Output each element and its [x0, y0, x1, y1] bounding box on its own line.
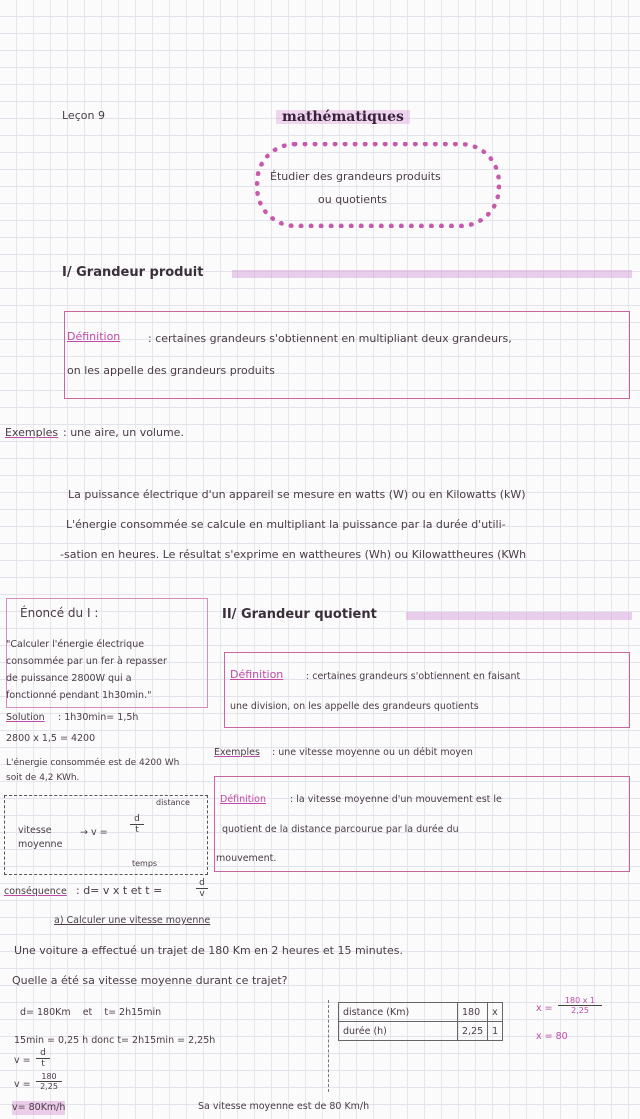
diagram-temps-label: temps — [132, 859, 158, 868]
diagram-left-line-1: vitesse — [18, 825, 52, 836]
definition-2-box — [224, 652, 630, 728]
v-result: v= 80Km/h — [12, 1102, 66, 1113]
exercise-divider — [328, 1000, 330, 1092]
exercise-line-2: Quelle a été sa vitesse moyenne durant ce trajet? — [12, 974, 288, 987]
v-eq-1: v = — [14, 1055, 31, 1066]
topic-line-1: Étudier des grandeurs produits — [270, 170, 441, 183]
consequence-num: d — [196, 878, 208, 889]
examples-2-text: : une vitesse moyenne ou un débit moyen — [272, 747, 473, 758]
exercise-line-1: Une voiture a effectué un trajet de 180 Km en 2 heures et 15 minutes. — [14, 944, 403, 957]
definition-3-line-3: mouvement. — [216, 853, 277, 864]
examples-1-label: Exemples — [5, 426, 59, 439]
diagram-num: d — [130, 814, 144, 825]
definition-3-line-2: quotient de la distance parcourue par la durée du — [222, 824, 459, 835]
table-cell: 1 — [488, 1022, 503, 1041]
v-frac2-num: 180 — [36, 1072, 62, 1082]
x-fraction — [558, 996, 602, 1015]
topic-line-2: ou quotients — [318, 193, 388, 206]
examples-1-text: : une aire, un volume. — [63, 426, 184, 439]
enonce-quote-4: fonctionné pendant 1h30min." — [6, 690, 152, 701]
table-row — [339, 1003, 503, 1022]
table-cell: distance (Km) — [339, 1003, 458, 1022]
diagram-fraction — [130, 814, 144, 835]
enonce-quote-1: "Calculer l'énergie électrique — [6, 639, 145, 650]
definition-1-line-1: : certaines grandeurs s'obtiennent en multipliant deux grandeurs, — [148, 332, 512, 345]
section-1-heading: I/ Grandeur produit — [62, 265, 204, 280]
subject-title: mathématiques — [276, 110, 410, 124]
v-fraction-2 — [36, 1072, 62, 1091]
table-cell: durée (h) — [339, 1022, 458, 1041]
enonce-quote-3: de puissance 2800W qui a — [6, 673, 132, 684]
x-eq: x = — [536, 1003, 553, 1014]
x-frac-num: 180 x 1 — [558, 996, 602, 1006]
solution-calc: 2800 x 1,5 = 4200 — [6, 733, 96, 744]
v-frac2-den: 2,25 — [40, 1082, 58, 1091]
exercise-conclusion: Sa vitesse moyenne est de 80 Km/h — [198, 1101, 370, 1112]
definition-2-label: Définition — [230, 668, 284, 681]
definition-2-line-1: : certaines grandeurs s'obtiennent en faisant — [306, 671, 521, 682]
paragraph-line-2: L'énergie consommée se calcule en multipliant la puissance par la durée d'utili- — [66, 518, 506, 531]
definition-1-line-2: on les appelle des grandeurs produits — [67, 364, 275, 377]
enonce-quote-2: consommée par un fer à repasser — [6, 656, 167, 667]
definition-2-line-2: une division, on les appelle des grandeurs quotients — [230, 701, 479, 712]
lesson-label: Leçon 9 — [62, 109, 105, 122]
paragraph-line-1: La puissance électrique d'un appareil se mesure en watts (W) ou en Kilowatts (kW) — [68, 488, 526, 501]
exercise-conversion: 15min = 0,25 h donc t= 2h15min = 2,25h — [14, 1035, 216, 1046]
table-cell: 2,25 — [458, 1022, 488, 1041]
consequence-label: conséquence — [4, 886, 67, 897]
section-2-heading: II/ Grandeur quotient — [222, 607, 377, 622]
enonce-label: Énoncé du I : — [20, 606, 99, 620]
definition-3-label: Définition — [220, 794, 267, 805]
table-cell: 180 — [458, 1003, 488, 1022]
diagram-left-line-2: moyenne — [18, 839, 63, 850]
v-frac1-den: t — [41, 1059, 45, 1069]
diagram-arrow: → v = — [80, 827, 108, 838]
v-eq-2: v = — [14, 1079, 31, 1090]
consequence-den: v — [199, 889, 205, 899]
result-line-2: soit de 4,2 KWh. — [6, 773, 80, 783]
v-frac1-num: d — [36, 1048, 50, 1059]
proportion-table — [338, 1002, 503, 1041]
topic-cloud-frame — [255, 142, 501, 228]
x-frac-den: 2,25 — [571, 1006, 589, 1015]
solution-text: : 1h30min= 1,5h — [58, 712, 139, 723]
definition-1-box — [64, 311, 630, 399]
solution-label: Solution — [6, 712, 45, 723]
exercise-title: a) Calculer une vitesse moyenne — [54, 915, 211, 926]
diagram-distance-label: distance — [156, 798, 190, 807]
consequence-text: : d= v x t et t = — [76, 884, 163, 897]
definition-1-label: Définition — [67, 330, 121, 343]
paragraph-line-3: -sation en heures. Le résultat s'exprime en wattheures (Wh) ou Kilowattheures (KWh — [60, 548, 527, 561]
x-result: x = 80 — [536, 1031, 568, 1042]
section-1-heading-bar — [232, 270, 632, 278]
table-cell: x — [488, 1003, 503, 1022]
section-2-heading-bar — [406, 612, 632, 620]
result-line-1: L'énergie consommée est de 4200 Wh — [6, 758, 180, 768]
definition-3-line-1: : la vitesse moyenne d'un mouvement est le — [290, 794, 502, 805]
table-row — [339, 1022, 503, 1041]
exercise-given: d= 180Km et t= 2h15min — [20, 1007, 162, 1018]
consequence-fraction — [196, 878, 208, 899]
diagram-den: t — [135, 825, 139, 835]
examples-2-label: Exemples — [214, 747, 260, 758]
v-fraction-1 — [36, 1048, 50, 1069]
